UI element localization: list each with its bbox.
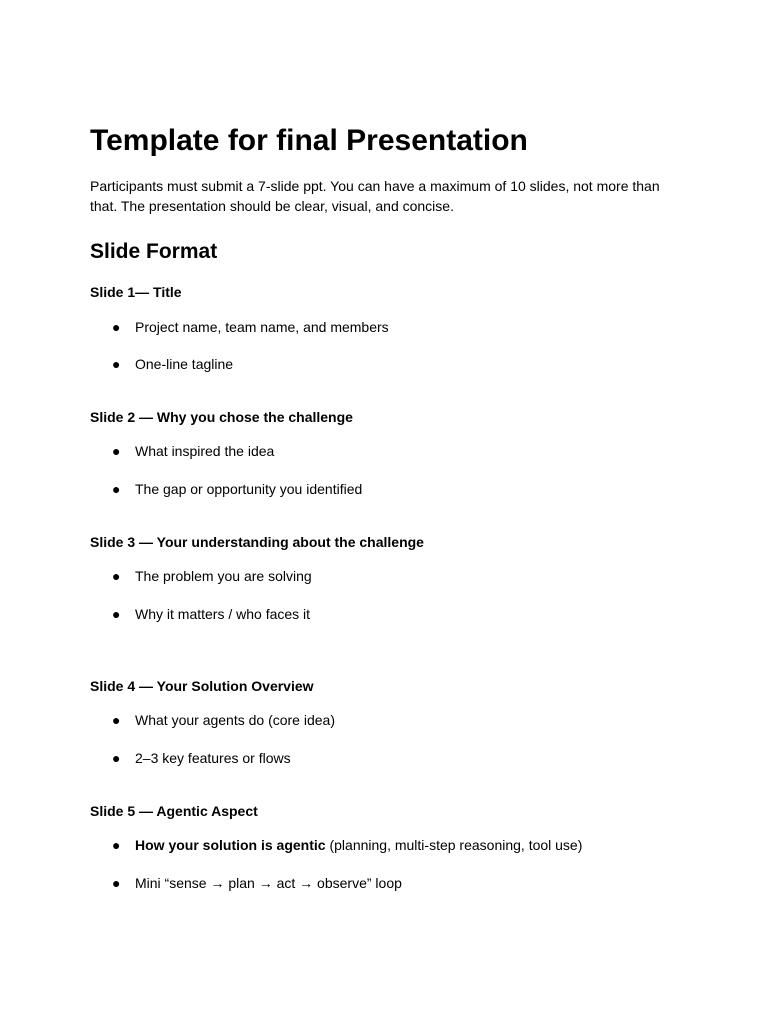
list-item-bold: How your solution is agentic [135,837,326,853]
list-item [112,317,389,337]
list-item [112,748,291,768]
bullet-icon: ● [112,875,121,891]
bullet-icon: ● [112,481,121,497]
list-item-text: Why it matters / who faces it [135,606,311,622]
list-item [112,479,362,499]
list-item [112,604,310,624]
intro-paragraph: Participants must submit a 7-slide ppt. You can have a maximum of 10 slides, not more than that. The presentation should be clear, visual, and concise. [90,178,660,214]
bullet-icon: ● [112,606,121,622]
list-item [112,835,582,855]
list-item [112,354,233,374]
list-item [112,566,312,586]
list-item-text: Mini “sense → plan → act → observe” loop [135,875,402,891]
list-item [112,873,402,893]
section-heading: Slide Format [90,240,218,263]
list-item-text: The problem you are solving [135,568,312,584]
list-item [112,441,274,461]
bullet-icon: ● [112,356,121,372]
slide-2-heading: Slide 2 — Why you chose the challenge [90,409,353,425]
list-item-text: The gap or opportunity you identified [135,481,363,497]
list-item-text: One-line tagline [135,356,234,372]
bullet-icon: ● [112,837,121,853]
list-item [112,710,335,730]
bullet-icon: ● [112,712,121,728]
list-item-text: (planning, multi-step reasoning, tool use) [325,837,583,853]
slide-5-heading: Slide 5 — Agentic Aspect [90,803,258,819]
bullet-icon: ● [112,750,121,766]
slide-4-heading: Slide 4 — Your Solution Overview [90,678,314,694]
bullet-icon: ● [112,568,121,584]
list-item-text: Project name, team name, and members [135,319,389,335]
document-title: Template for final Presentation [90,124,528,157]
bullet-icon: ● [112,319,121,335]
bullet-icon: ● [112,443,121,459]
slide-3-heading: Slide 3 — Your understanding about the challenge [90,534,424,550]
slide-1-heading: Slide 1— Title [90,284,182,300]
list-item-text: What your agents do (core idea) [135,712,335,728]
list-item-text: 2–3 key features or flows [135,750,291,766]
list-item-text: What inspired the idea [135,443,275,459]
